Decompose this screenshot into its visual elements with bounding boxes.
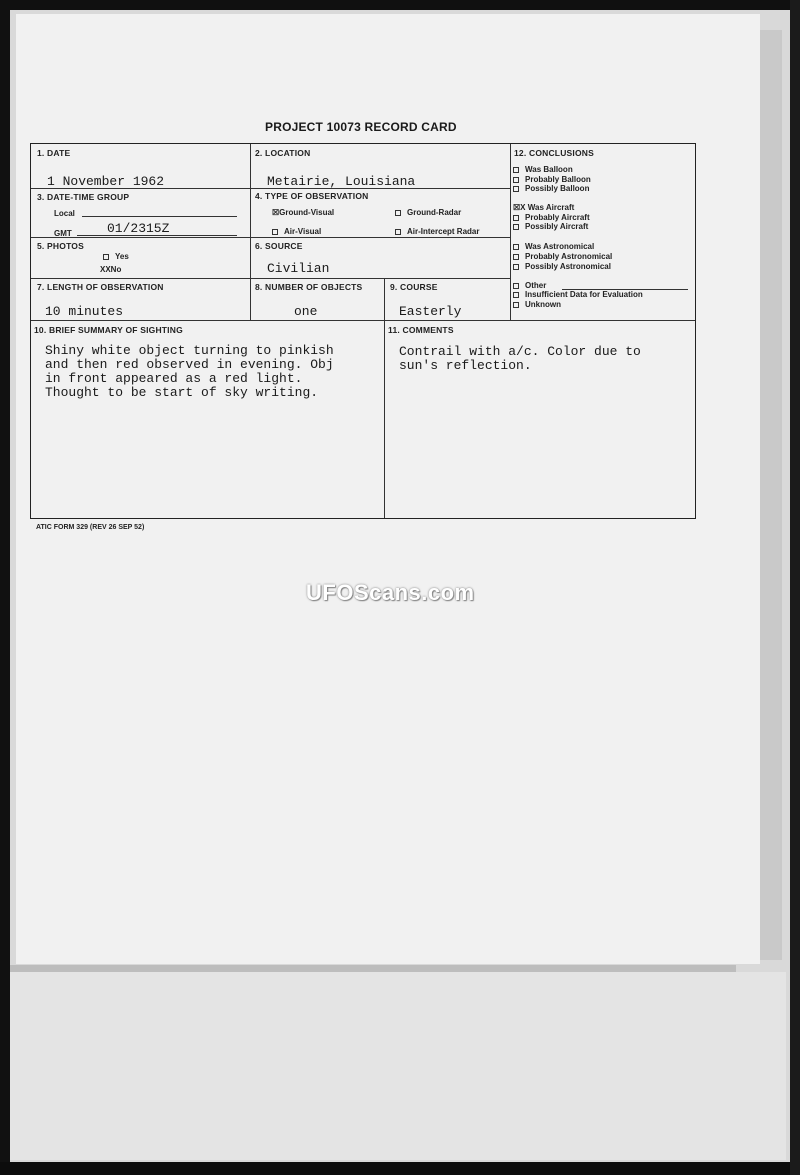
local-label: Local [54, 209, 75, 218]
checkbox-icon [395, 210, 401, 216]
photos-no-option: XXNo [100, 265, 122, 274]
air-intercept-radar-option: Air-Intercept Radar [395, 227, 479, 236]
gmt-value: 01/2315Z [107, 221, 170, 236]
length-label: 7. LENGTH OF OBSERVATION [37, 282, 164, 292]
summary-line: in front appeared as a red light. [45, 371, 303, 386]
page-shadow [760, 30, 782, 960]
summary-line: and then red observed in evening. Obj [45, 357, 334, 372]
checkbox-icon [272, 229, 278, 235]
air-visual-option: Air-Visual [272, 227, 321, 236]
location-value: Metairie, Louisiana [267, 174, 416, 189]
conclusion-insufficient-data: Insufficient Data for Evaluation [513, 290, 643, 300]
checkbox-icon [103, 254, 109, 260]
ground-radar-option: Ground-Radar [395, 208, 461, 217]
scan-border-left [0, 0, 10, 1175]
conclusion-possibly-balloon: Possibly Balloon [513, 184, 589, 194]
date-time-group-label: 3. DATE-TIME GROUP [37, 192, 130, 202]
divider-h4 [31, 320, 695, 321]
checkbox-icon [513, 177, 519, 183]
photos-yes-option: Yes [103, 252, 129, 261]
form-title: PROJECT 10073 RECORD CARD [265, 120, 457, 134]
type-of-observation-label: 4. TYPE OF OBSERVATION [255, 191, 369, 201]
watermark: UFOScans.com [306, 580, 475, 605]
conclusion-unknown: Unknown [513, 300, 561, 310]
comments-label: 11. COMMENTS [388, 325, 454, 335]
lower-sheet [10, 972, 786, 1160]
course-label: 9. COURSE [390, 282, 438, 292]
divider-v3 [384, 279, 385, 518]
typed-x-mark: XX [100, 265, 111, 274]
length-value: 10 minutes [45, 304, 124, 319]
location-label: 2. LOCATION [255, 148, 311, 158]
checkbox-icon [513, 254, 519, 260]
checkbox-icon [513, 244, 519, 250]
divider-h2 [31, 237, 510, 238]
summary-line: Thought to be start of sky writing. [45, 385, 319, 400]
summary-label: 10. BRIEF SUMMARY OF SIGHTING [34, 325, 183, 335]
conclusion-probably-astronomical: Probably Astronomical [513, 252, 612, 262]
course-value: Easterly [399, 304, 462, 319]
conclusion-probably-aircraft: Probably Aircraft [513, 213, 590, 223]
checked-box-icon: ☒X [513, 203, 526, 212]
conclusion-possibly-aircraft: Possibly Aircraft [513, 222, 588, 232]
checkbox-icon [513, 186, 519, 192]
conclusion-other: Other [513, 281, 546, 291]
divider-v1 [250, 144, 251, 320]
source-value: Civilian [267, 261, 330, 276]
comments-line: sun's reflection. [399, 358, 532, 373]
source-label: 6. SOURCE [255, 241, 303, 251]
conclusion-was-aircraft: ☒X Was Aircraft [513, 203, 575, 212]
checkbox-icon [513, 302, 519, 308]
checkbox-icon [513, 283, 519, 289]
scan-border-right [790, 0, 800, 1175]
conclusion-was-astronomical: Was Astronomical [513, 242, 594, 252]
comments-line: Contrail with a/c. Color due to [399, 344, 641, 359]
checkbox-icon [513, 224, 519, 230]
number-of-objects-label: 8. NUMBER OF OBJECTS [255, 282, 363, 292]
checkbox-icon [513, 292, 519, 298]
divider-h3 [31, 278, 510, 279]
checkbox-icon [513, 215, 519, 221]
checkbox-icon [513, 264, 519, 270]
divider-v2 [510, 144, 511, 320]
date-value: 1 November 1962 [47, 174, 165, 189]
conclusion-was-balloon: Was Balloon [513, 165, 573, 175]
number-of-objects-value: one [294, 304, 318, 319]
conclusion-possibly-astronomical: Possibly Astronomical [513, 262, 611, 272]
photos-label: 5. PHOTOS [37, 241, 84, 251]
checkbox-icon [395, 229, 401, 235]
scan-border-top [0, 0, 800, 10]
scan-border-bottom [0, 1162, 800, 1175]
ground-visual-option: ☒Ground-Visual [272, 208, 335, 217]
gmt-label: GMT [54, 229, 72, 238]
local-blank [82, 216, 237, 217]
form-number: ATIC FORM 329 (REV 26 SEP 52) [36, 524, 145, 531]
date-label: 1. DATE [37, 148, 71, 158]
conclusion-probably-balloon: Probably Balloon [513, 175, 591, 185]
checked-box-icon: ☒ [272, 208, 280, 217]
conclusions-label: 12. CONCLUSIONS [514, 148, 594, 158]
checkbox-icon [513, 167, 519, 173]
summary-line: Shiny white object turning to pinkish [45, 343, 334, 358]
